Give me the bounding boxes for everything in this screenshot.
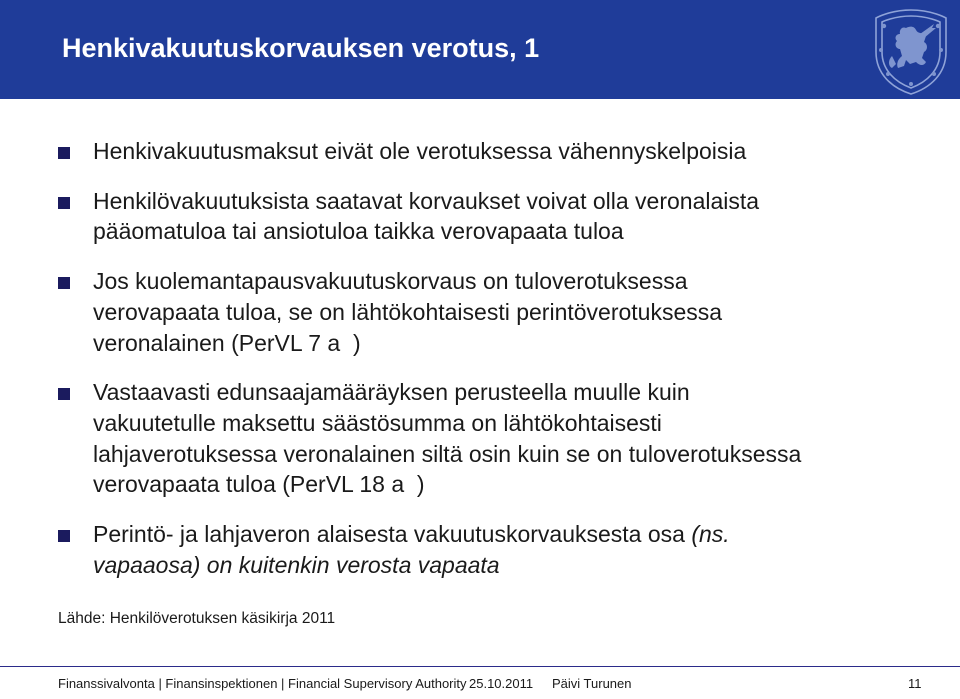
title-bar [0,0,960,99]
bullet-line: verovapaata tuloa (PerVL 18 a ) [93,471,425,498]
bullet-line: verovapaata tuloa, se on lähtökohtaisesti perintöverotuksessa [93,298,723,325]
bullet-item [58,186,948,247]
bullet-item [58,266,948,358]
square-bullet-icon [58,197,70,209]
bullet-line: Henkilövakuutuksista saatavat korvaukset voivat olla veronalaista [93,187,760,214]
bullet-line: veronalainen (PerVL 7 a ) [93,329,361,356]
page-number: 11 [908,676,922,691]
bullet-line: lahjaverotuksessa veronalainen siltä osin kuin se on tuloverotuksessa [93,440,802,467]
footer-author: Päivi Turunen [552,676,632,691]
footer-date: 25.10.2011 [469,676,534,691]
finnish-lion-crest-icon [866,4,956,96]
slide-title: Henkivakuutuskorvauksen verotus, 1 [62,33,540,63]
bullet-line-italic: (ns. [691,521,730,548]
bullet-line: Jos kuolemantapausvakuutuskorvaus on tuloverotuksessa [93,268,688,295]
bullet-line: Perintö- ja lahjaveron alaisesta vakuutuskorvauksesta osa [93,521,692,548]
source-note: Lähde: Henkilöverotuksen käsikirja 2011 [58,610,336,627]
bullet-line: Henkivakuutusmaksut eivät ole verotuksessa vähennyskelpoisia [93,138,747,164]
bullet-item [58,136,948,167]
square-bullet-icon [58,277,70,289]
footer-divider [0,666,960,667]
bullet-item [58,519,948,580]
bullet-list [58,136,948,580]
square-bullet-icon [58,530,70,542]
square-bullet-icon [58,147,70,159]
bullet-line: vakuutetulle maksettu säästösumma on lähtökohtaisesti [93,409,662,436]
bullet-line: Vastaavasti edunsaajamääräyksen perusteella muulle kuin [93,379,690,406]
bullet-line: pääomatuloa tai ansiotuloa taikka verovapaata tuloa [93,218,624,245]
footer-organization: Finanssivalvonta | Finansinspektionen | Financial Supervisory Authority [58,676,467,691]
bullet-item [58,377,948,500]
bullet-line-italic: vapaaosa) on kuitenkin verosta vapaata [93,551,500,578]
square-bullet-icon [58,388,70,400]
